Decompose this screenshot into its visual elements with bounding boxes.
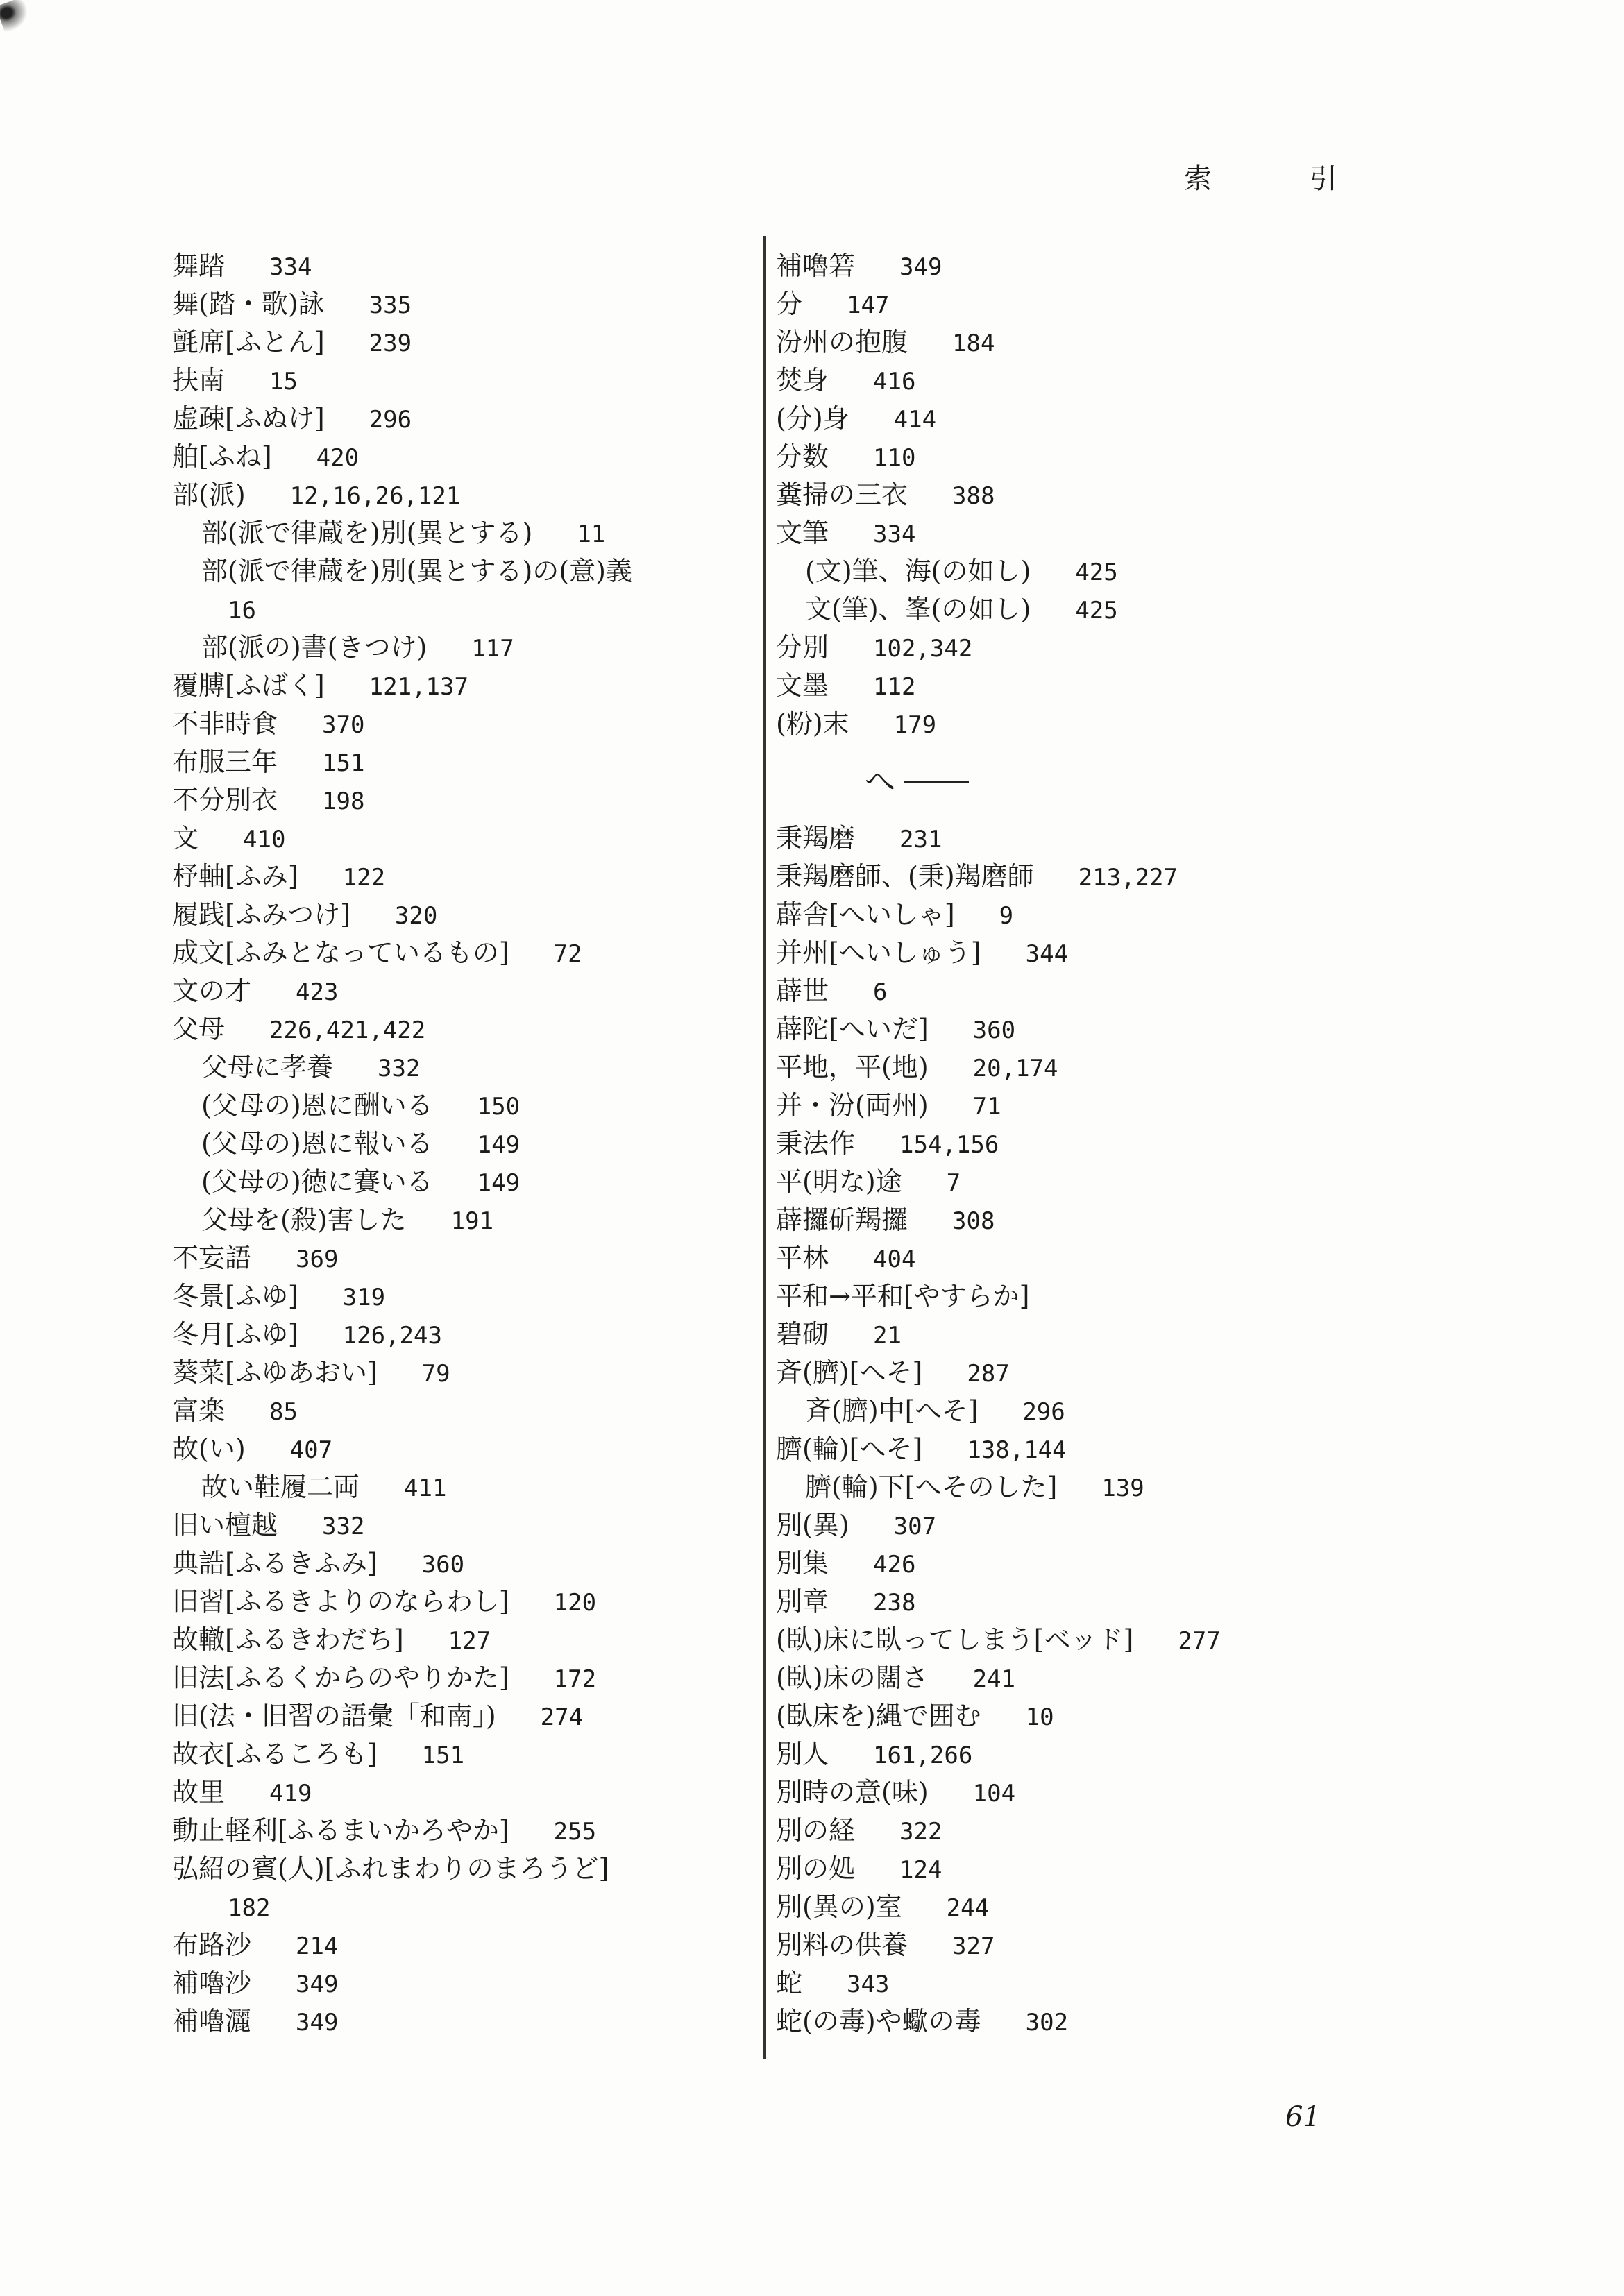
index-entry [172, 1430, 741, 1468]
index-entry [172, 1926, 741, 1964]
index-page-ref: 172 [553, 1665, 597, 1693]
index-entry [172, 1888, 741, 1926]
index-term: 補嚕箬 [776, 250, 856, 281]
index-term: 履践[ふみつけ] [172, 899, 350, 930]
index-entry [776, 323, 1373, 362]
index-page-ref: 9 [999, 902, 1014, 930]
index-entry [776, 819, 1373, 858]
index-page-ref: 104 [972, 1780, 1016, 1808]
index-page-ref: 214 [296, 1932, 339, 1960]
section-heading-rule [904, 781, 969, 783]
index-entry [172, 1392, 741, 1430]
index-entry [172, 1735, 741, 1774]
index-term: 別(異の)室 [776, 1891, 902, 1922]
index-page-ref: 151 [322, 749, 365, 777]
index-term: 舶[ふね] [172, 441, 272, 472]
index-page-ref: 182 [228, 1894, 271, 1922]
index-term: 弘紹の賓(人)[ふれまわりのまろうど] [172, 1853, 609, 1884]
index-term: (父母の)徳に賽いる [201, 1166, 433, 1197]
index-term: 并州[へいしゅう] [776, 937, 981, 968]
index-term: 不分別衣 [172, 785, 278, 815]
index-group-fu-continued [776, 247, 1373, 743]
index-page-ref: 407 [289, 1436, 333, 1464]
index-entry [776, 1583, 1373, 1621]
index-page-ref: 420 [316, 444, 360, 472]
index-entry [172, 323, 741, 362]
index-entry [172, 1048, 741, 1087]
index-page-ref: 21 [873, 1322, 902, 1350]
index-entry [172, 1621, 741, 1659]
index-term: (臥床を)縄で囲む [776, 1701, 981, 1731]
index-term: 文筆 [776, 518, 829, 548]
index-page-ref: 71 [972, 1093, 1001, 1121]
index-entry [172, 438, 741, 476]
index-term: 別(異) [776, 1510, 849, 1540]
index-entry [776, 1964, 1373, 2002]
index-term: 布服三年 [172, 747, 278, 777]
index-page-ref: 332 [378, 1055, 421, 1082]
index-term: 補嚕灑 [172, 2006, 252, 2036]
index-page-ref: 161,266 [873, 1742, 973, 1769]
index-page-ref: 198 [322, 788, 365, 815]
index-term: 碧砌 [776, 1319, 829, 1350]
index-entry [172, 819, 741, 858]
index-page-ref: 241 [972, 1665, 1016, 1693]
index-term: 分数 [776, 441, 829, 472]
index-page-ref: 151 [421, 1742, 465, 1769]
index-entry [172, 1125, 741, 1163]
index-entry [776, 1163, 1373, 1201]
index-term: 別章 [776, 1586, 829, 1617]
index-term: 舞(踏・歌)詠 [172, 289, 325, 319]
index-entry [172, 514, 741, 552]
index-term: 補嚕沙 [172, 1968, 252, 1998]
index-page-ref: 349 [296, 2009, 339, 2036]
index-entry [776, 705, 1373, 743]
index-page-ref: 360 [972, 1017, 1016, 1044]
index-page-ref: 239 [369, 330, 412, 357]
index-entry [776, 247, 1373, 285]
index-page-ref: 296 [369, 406, 412, 434]
section-heading-kana: へ [865, 763, 895, 799]
index-term: 舞踏 [172, 250, 226, 281]
index-term: 秉法作 [776, 1128, 856, 1159]
index-term: 分別 [776, 632, 829, 663]
index-entry [172, 476, 741, 514]
index-page-ref: 7 [946, 1169, 961, 1197]
index-page-ref: 322 [899, 1818, 942, 1846]
index-term: 故い鞋履二両 [201, 1472, 360, 1502]
index-term: 臍(輪)[へそ] [776, 1434, 923, 1464]
index-term: 故轍[ふるきわだち] [172, 1624, 404, 1655]
index-term: 旧い檀越 [172, 1510, 278, 1540]
index-entry [776, 1850, 1373, 1888]
index-entry [776, 667, 1373, 705]
index-entry [172, 1468, 741, 1506]
index-page-ref: 344 [1025, 940, 1069, 968]
index-page-ref: 184 [952, 330, 995, 357]
index-entry [776, 1010, 1373, 1048]
index-page-ref: 425 [1075, 597, 1118, 624]
index-page-ref: 110 [873, 444, 916, 472]
index-term: 汾州の抱腹 [776, 327, 908, 357]
index-term: 臍(輪)下[へそのした] [805, 1472, 1058, 1502]
index-entry [172, 285, 741, 323]
index-entry [776, 1888, 1373, 1926]
index-entry [172, 1201, 741, 1239]
index-term: 布路沙 [172, 1930, 252, 1960]
index-page-ref: 120 [553, 1589, 597, 1617]
index-entry [776, 1316, 1373, 1354]
index-term: 冬月[ふゆ] [172, 1319, 298, 1350]
index-term: (父母の)恩に報いる [201, 1128, 433, 1159]
index-term: 父母に孝養 [201, 1052, 334, 1082]
index-entry [172, 629, 741, 667]
index-term: 部(派で律蔵を)別(異とする) [201, 518, 533, 548]
index-term: 部(派の)書(きつけ) [201, 632, 428, 663]
index-entry [776, 285, 1373, 323]
index-term: 父母 [172, 1014, 226, 1044]
index-page-ref: 411 [404, 1474, 447, 1502]
index-page-ref: 238 [873, 1589, 916, 1617]
index-term: 糞掃の三衣 [776, 479, 908, 510]
index-entry [776, 1277, 1373, 1316]
index-term: 動止軽利[ふるまいかろやか] [172, 1815, 509, 1846]
index-term: 杼軸[ふみ] [172, 861, 298, 892]
index-page-ref: 307 [893, 1513, 937, 1540]
index-term: 薜陀[へいだ] [776, 1014, 929, 1044]
index-page-ref: 213,227 [1078, 864, 1178, 892]
index-term: 平(明な)途 [776, 1166, 902, 1197]
index-term: 旧(法・旧習の語彙「和南」) [172, 1701, 496, 1731]
index-entry [776, 629, 1373, 667]
index-column-right [776, 247, 1373, 2041]
index-entry [172, 858, 741, 896]
index-entry [776, 1048, 1373, 1087]
page-number: 61 [1285, 2101, 1321, 2133]
index-page-ref: 423 [296, 978, 339, 1006]
index-term: 覆膊[ふばく] [172, 670, 325, 701]
index-page-ref: 255 [553, 1818, 597, 1846]
index-entry [776, 1125, 1373, 1163]
index-entry [172, 1697, 741, 1735]
index-page-ref: 334 [269, 253, 312, 281]
index-entry [776, 934, 1373, 972]
index-entry [776, 1354, 1373, 1392]
index-term: 別集 [776, 1548, 829, 1579]
index-entry [172, 743, 741, 781]
index-page-ref: 72 [553, 940, 582, 968]
index-term: 不非時食 [172, 708, 278, 739]
index-term: 分 [776, 289, 803, 319]
index-term: 薜世 [776, 976, 829, 1006]
index-page-ref: 127 [448, 1627, 491, 1655]
index-group-he [776, 819, 1373, 2041]
index-term: 部(派) [172, 479, 246, 510]
index-page-ref: 425 [1075, 559, 1118, 586]
index-page-ref: 343 [847, 1971, 890, 1998]
index-page-ref: 85 [269, 1398, 298, 1426]
index-term: 旧法[ふるくからのやりかた] [172, 1663, 509, 1693]
index-term: 典誥[ふるきふみ] [172, 1548, 378, 1579]
index-page-ref: 296 [1022, 1398, 1065, 1426]
index-page-ref: 327 [952, 1932, 995, 1960]
index-entry [172, 590, 741, 629]
index-entry [776, 1545, 1373, 1583]
index-entry [776, 972, 1373, 1010]
index-entry [172, 1659, 741, 1697]
index-term: (分)身 [776, 403, 849, 434]
index-term: 虚疎[ふぬけ] [172, 403, 325, 434]
index-entry [172, 247, 741, 285]
index-page-ref: 124 [899, 1856, 942, 1884]
index-term: 別時の意(味) [776, 1777, 929, 1808]
index-page-ref: 426 [873, 1551, 916, 1579]
index-term: 秉羯磨 [776, 823, 856, 853]
index-term: 蛇 [776, 1968, 803, 1998]
index-entry [172, 705, 741, 743]
index-page-ref: 154,156 [899, 1131, 999, 1159]
index-entry [172, 1277, 741, 1316]
index-entry [776, 2002, 1373, 2041]
index-entry [776, 1659, 1373, 1697]
index-page-ref: 302 [1025, 2009, 1069, 2036]
index-entry [172, 400, 741, 438]
page-header-title: 索 引 [1184, 163, 1382, 195]
index-entry [776, 1506, 1373, 1545]
index-page-ref: 20,174 [972, 1055, 1058, 1082]
index-page-ref: 138,144 [967, 1436, 1067, 1464]
index-page-ref: 6 [873, 978, 888, 1006]
index-page-ref: 102,342 [873, 635, 973, 663]
index-term: 父母を(殺)害した [201, 1205, 407, 1235]
index-entry [776, 1239, 1373, 1277]
index-entry [172, 362, 741, 400]
index-page-ref: 150 [477, 1093, 521, 1121]
index-page-ref: 308 [952, 1207, 995, 1235]
index-term: 富楽 [172, 1395, 226, 1426]
index-term: 秉羯磨師、(秉)羯磨師 [776, 861, 1034, 892]
index-entry [172, 2002, 741, 2041]
section-heading-he [776, 743, 1373, 819]
index-term: 文(筆)、峯(の如し) [805, 594, 1031, 624]
index-entry [776, 590, 1373, 629]
index-term: 別料の供養 [776, 1930, 908, 1960]
index-page-ref: 226,421,422 [269, 1017, 426, 1044]
index-term: 成文[ふみとなっているもの] [172, 937, 509, 968]
index-entry [776, 1621, 1373, 1659]
index-entry [172, 1812, 741, 1850]
column-divider [763, 236, 766, 2059]
index-entry [776, 438, 1373, 476]
index-term: (粉)末 [776, 708, 849, 739]
index-page-ref: 244 [946, 1894, 990, 1922]
index-term: 文 [172, 823, 199, 853]
index-page-ref: 287 [967, 1360, 1010, 1388]
index-term: 平林 [776, 1243, 829, 1273]
index-entry [776, 858, 1373, 896]
index-page-ref: 319 [342, 1284, 386, 1311]
index-page-ref: 149 [477, 1169, 521, 1197]
index-term: 斉(臍)中[へそ] [805, 1395, 979, 1426]
index-page-ref: 126,243 [342, 1322, 442, 1350]
index-entry [172, 667, 741, 705]
index-entry [172, 1583, 741, 1621]
index-entry [172, 1506, 741, 1545]
index-term: 扶南 [172, 365, 226, 396]
index-page-ref: 147 [847, 291, 890, 319]
index-page-ref: 117 [471, 635, 514, 663]
index-entry [776, 896, 1373, 934]
index-term: 別人 [776, 1739, 829, 1769]
index-entry [776, 1812, 1373, 1850]
index-term: 旧習[ふるきよりのならわし] [172, 1586, 509, 1617]
index-entry [172, 1163, 741, 1201]
index-term: (父母の)恩に酬いる [201, 1090, 433, 1121]
index-term: 薜舎[へいしゃ] [776, 899, 955, 930]
index-term: 平和→平和[やすらか] [776, 1281, 1030, 1311]
index-entry [172, 896, 741, 934]
index-term: 故衣[ふるころも] [172, 1739, 378, 1769]
index-term: (臥)床に臥ってしまう[ベッド] [776, 1624, 1134, 1655]
index-term: 別の処 [776, 1853, 856, 1884]
index-term: (臥)床の闊さ [776, 1663, 929, 1693]
index-term: 薜攞斫羯攞 [776, 1205, 908, 1235]
index-page-ref: 191 [450, 1207, 494, 1235]
index-entry [172, 1354, 741, 1392]
index-entry [172, 1087, 741, 1125]
index-page-ref: 231 [899, 826, 942, 853]
index-page-ref: 332 [322, 1513, 365, 1540]
index-entry [776, 1087, 1373, 1125]
index-entry [776, 476, 1373, 514]
index-entry [776, 400, 1373, 438]
index-page-ref: 335 [369, 291, 412, 319]
index-page-ref: 334 [873, 520, 916, 548]
index-page-ref: 122 [342, 864, 386, 892]
index-term: 平地，平(地) [776, 1052, 929, 1082]
index-term: 不妄語 [172, 1243, 252, 1273]
index-entry [172, 1010, 741, 1048]
index-page-ref: 274 [540, 1703, 584, 1731]
index-entry [776, 1201, 1373, 1239]
index-entry [172, 1239, 741, 1277]
index-entry [776, 362, 1373, 400]
index-term: 故(い) [172, 1434, 246, 1464]
index-page-ref: 79 [421, 1360, 450, 1388]
index-term: 焚身 [776, 365, 829, 396]
index-entry [776, 1430, 1373, 1468]
index-entry [776, 1697, 1373, 1735]
index-entry [172, 1850, 741, 1888]
index-term: 斉(臍)[へそ] [776, 1357, 923, 1388]
index-entry [172, 1774, 741, 1812]
index-entry [776, 1926, 1373, 1964]
index-column-left [172, 247, 741, 2041]
index-entry [776, 1735, 1373, 1774]
index-page-ref: 349 [296, 1971, 339, 1998]
index-page-ref: 121,137 [369, 673, 468, 701]
index-page-ref: 419 [269, 1780, 312, 1808]
index-page-ref: 112 [873, 673, 916, 701]
index-entry [172, 781, 741, 819]
index-page-ref: 370 [322, 711, 365, 739]
index-entry [172, 1316, 741, 1354]
index-term: 部(派で律蔵を)別(異とする)の(意)義 [201, 556, 632, 586]
scan-smudge [0, 0, 37, 37]
index-term: 氈席[ふとん] [172, 327, 325, 357]
index-entry [776, 1392, 1373, 1430]
index-page-ref: 360 [421, 1551, 465, 1579]
index-term: 蛇(の毒)や蠍の毒 [776, 2006, 981, 2036]
index-term: 并・汾(両州) [776, 1090, 929, 1121]
index-page-ref: 139 [1101, 1474, 1144, 1502]
index-page-ref: 416 [873, 368, 916, 396]
index-entry [776, 1468, 1373, 1506]
index-page-ref: 369 [296, 1245, 339, 1273]
index-page-ref: 320 [394, 902, 438, 930]
index-page-ref: 11 [577, 520, 606, 548]
index-page-ref: 277 [1178, 1627, 1221, 1655]
index-page-ref: 179 [893, 711, 937, 739]
index-page-ref: 10 [1025, 1703, 1054, 1731]
index-page-ref: 404 [873, 1245, 916, 1273]
index-term: 文墨 [776, 670, 829, 701]
index-term: 冬景[ふゆ] [172, 1281, 298, 1311]
index-term: 葵菜[ふゆあおい] [172, 1357, 378, 1388]
index-entry [172, 934, 741, 972]
index-page-ref: 410 [243, 826, 286, 853]
index-entry [172, 1545, 741, 1583]
index-page-ref: 149 [477, 1131, 521, 1159]
index-page-ref: 414 [893, 406, 937, 434]
index-page-ref: 349 [899, 253, 942, 281]
index-entry [172, 972, 741, 1010]
index-entry [172, 1964, 741, 2002]
index-page-ref: 15 [269, 368, 298, 396]
index-term: (文)筆、海(の如し) [805, 556, 1031, 586]
index-entry [776, 514, 1373, 552]
index-page-ref: 12,16,26,121 [289, 482, 461, 510]
index-page-ref: 388 [952, 482, 995, 510]
index-term: 別の経 [776, 1815, 856, 1846]
index-entry [776, 552, 1373, 590]
index-entry [776, 1774, 1373, 1812]
index-term: 文の才 [172, 976, 252, 1006]
index-term: 故里 [172, 1777, 226, 1808]
index-entry [172, 552, 741, 590]
index-page-ref: 16 [228, 597, 256, 624]
